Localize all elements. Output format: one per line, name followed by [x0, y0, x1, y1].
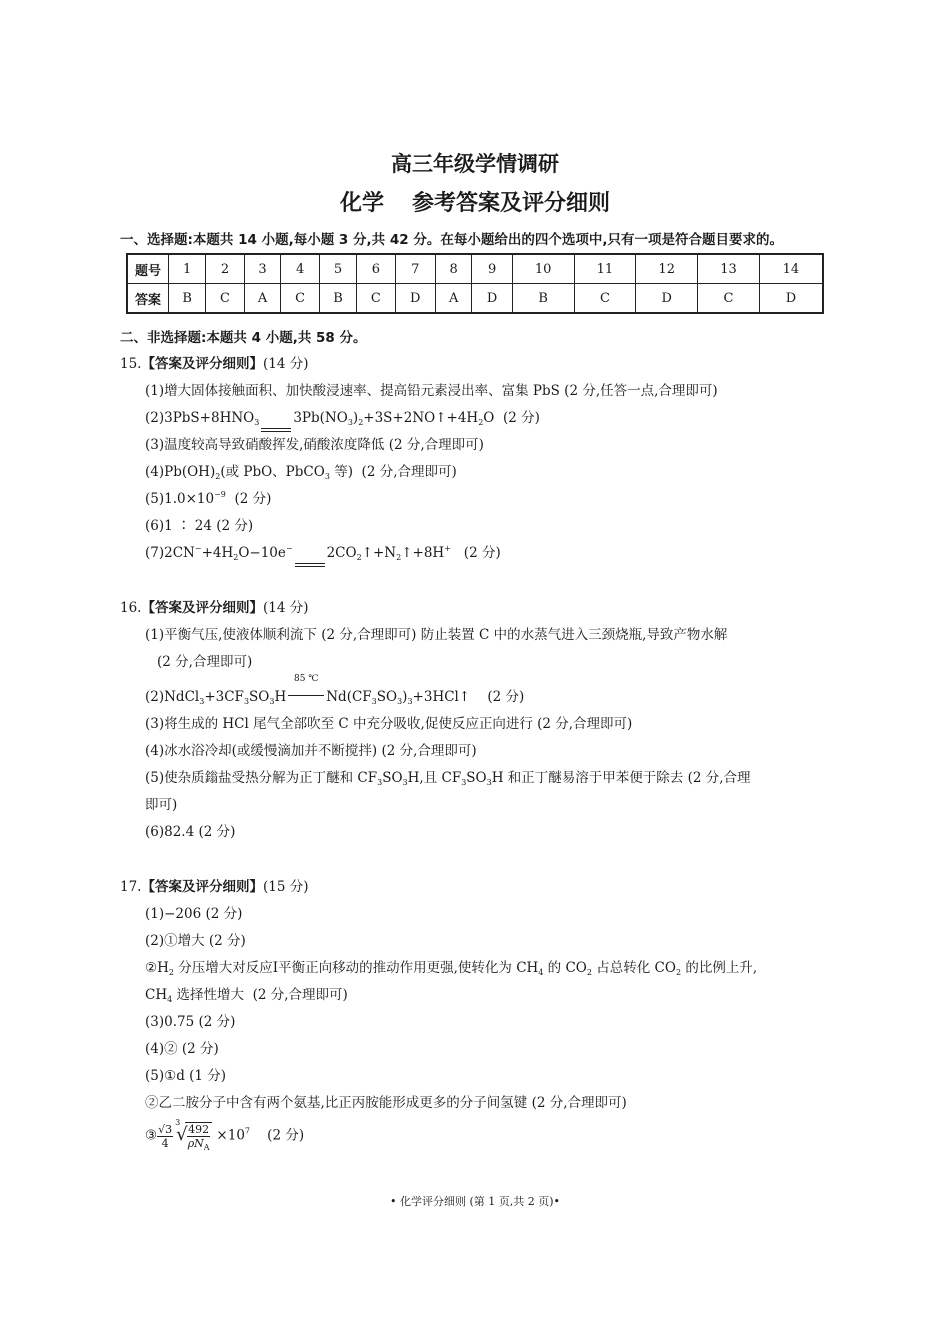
row-header-number: 题号 — [127, 254, 169, 284]
question-number-cell: 5 — [319, 254, 356, 284]
page-subtitle — [0, 186, 950, 217]
q15-heading — [120, 352, 309, 372]
answer-cell: D — [636, 284, 698, 314]
cube-root: 3 √ $\frac{492}{\rho N_A}$ — [173, 1122, 212, 1150]
q15-line-1: (1)增大固体接触面积、加快酸浸速率、提高铅元素浸出率、富集 PbS (2 分,任答一点,合理即可) — [145, 383, 718, 399]
answer-cell: B — [169, 284, 206, 314]
q15-head: 【答案及评分细则】 — [141, 356, 263, 372]
answer-cell: B — [512, 284, 574, 314]
q16-line-2: $(2)NdCl_3+3CF_3SO_3H$ 85 ℃ $Nd(CF_3SO_3)_3+3HCl↑$ (2 分) — [145, 674, 525, 706]
q17-head: 【答案及评分细则】 — [141, 879, 263, 895]
answer-cell: C — [206, 284, 245, 314]
section-2-heading: 二、非选择题:本题共 4 小题,共 58 分。 — [120, 330, 367, 346]
question-number-cell: 6 — [357, 254, 396, 284]
answer-cell: D — [759, 284, 823, 314]
q15-line-5 — [145, 487, 271, 507]
answer-key-label: 参考答案及评分细则 — [412, 191, 611, 216]
answer-cell: D — [472, 284, 512, 314]
q16-reaction-condition: 85 ℃ — [294, 674, 319, 684]
q17-line-1: (1)−206 (2 分) — [145, 906, 243, 922]
q16-line-5b: 即可) — [145, 797, 178, 813]
page-footer: • 化学评分细则 (第 1 页,共 2 页)• — [389, 1195, 561, 1208]
question-number-cell: 13 — [698, 254, 760, 284]
answer-cell: C — [574, 284, 636, 314]
q16-line-2-score: (2 分) — [487, 689, 525, 705]
q15-line-5-value: (5)1.0×10 — [145, 491, 215, 507]
answer-cell: B — [319, 284, 356, 314]
question-number-cell: 12 — [636, 254, 698, 284]
q15-line-2: $(2)3PbS+8HNO_3$ $3Pb(NO_3)_2+3S+2NO↑+4H_2O$ (2 分) — [145, 410, 540, 427]
q15-line-6: (6)1 ∶ 24 (2 分) — [145, 518, 254, 534]
q17-score: (15 分) — [262, 879, 309, 895]
q16-line-5a: (5)使杂质鎓盐受热分解为正丁醚和 $CF_3SO_3H$,且 $CF_3SO_3H$ 和正丁醚易溶于甲苯便于除去 (2 分,合理 — [145, 770, 751, 787]
q17-heading — [120, 875, 309, 895]
question-number-cell: 14 — [759, 254, 823, 284]
q15-line-3: (3)温度较高导致硝酸挥发,硝酸浓度降低 (2 分,合理即可) — [145, 437, 484, 453]
row-header-answer: 答案 — [127, 284, 169, 314]
q17-line-2b: $②H_2$ 分压增大对反应Ⅰ平衡正向移动的推动作用更强,使转化为 $CH_4$ 的 $CO_2$ 占总转化 $CO_2$ 的比例上升, — [145, 960, 758, 977]
q16-line-4: (4)冰水浴冷却(或缓慢滴加并不断搅拌) (2 分,合理即可) — [145, 743, 477, 759]
q17-line-6: ②乙二胺分子中含有两个氨基,比正丙胺能形成更多的分子间氢键 (2 分,合理即可) — [145, 1095, 627, 1111]
q15-line-4-score: (2 分,合理即可) — [361, 464, 457, 480]
q16-number: 16. — [120, 600, 142, 616]
q15-line-2-score: (2 分) — [502, 410, 540, 426]
q15-line-7-score: (2 分) — [463, 545, 501, 561]
q15-score: (14 分) — [262, 356, 309, 372]
answer-cell: A — [244, 284, 281, 314]
question-number-cell: 11 — [574, 254, 636, 284]
answer-cell: D — [395, 284, 435, 314]
q17-line-2: (2)①增大 (2 分) — [145, 933, 246, 949]
q17-line-7: ③ $\frac{√3}{4}$ 3 √ $\frac{492}{\rho N_A}$ $\times 10^7$ (2 分) — [145, 1118, 305, 1152]
q15-line-5-score: (2 分) — [234, 491, 272, 507]
question-number-cell: 8 — [435, 254, 472, 284]
q16-head: 【答案及评分细则】 — [141, 600, 263, 616]
q17-line-2c: $CH_4$ 选择性增大 (2 分,合理即可) — [145, 987, 348, 1004]
page-title: 高三年级学情调研 — [391, 152, 559, 176]
question-number-cell: 4 — [281, 254, 320, 284]
q16-score: (14 分) — [262, 600, 309, 616]
q16-line-3: (3)将生成的 HCl 尾气全部吹至 C 中充分吸收,促使反应正向进行 (2 分,合理即可) — [145, 716, 633, 732]
question-number-cell: 9 — [472, 254, 512, 284]
section-1-heading: 一、选择题:本题共 14 小题,每小题 3 分,共 42 分。在每小题给出的四个选项中,只有一项是符合题目要求的。 — [120, 232, 783, 248]
q16-line-1a: (1)平衡气压,使液体顺利流下 (2 分,合理即可) 防止装置 C 中的水蒸气进入三颈烧瓶,导致产物水解 — [145, 627, 728, 643]
question-number-cell: 1 — [169, 254, 206, 284]
q15-line-5-exponent: −9 — [214, 490, 226, 499]
q17-line-4: (4)② (2 分) — [145, 1041, 219, 1057]
q16-line-6: (6)82.4 (2 分) — [145, 824, 236, 840]
q16-line-1b: (2 分,合理即可) — [157, 654, 253, 670]
q16-heading — [120, 596, 309, 616]
question-number-cell: 2 — [206, 254, 245, 284]
q17-number: 17. — [120, 879, 142, 895]
answer-table — [126, 253, 824, 314]
answer-cell: A — [435, 284, 472, 314]
q15-number: 15. — [120, 356, 142, 372]
question-number-cell: 7 — [395, 254, 435, 284]
question-number-cell: 10 — [512, 254, 574, 284]
formula-fraction: $\frac{√3}{4}$ — [158, 1122, 173, 1150]
q17-line-7-score: (2 分) — [267, 1127, 305, 1144]
subject-label: 化学 — [339, 191, 384, 216]
answer-cell: C — [698, 284, 760, 314]
answer-row — [127, 284, 823, 314]
answer-cell: C — [281, 284, 320, 314]
q17-line-5: (5)①d (1 分) — [145, 1068, 227, 1084]
q17-line-3: (3)0.75 (2 分) — [145, 1014, 236, 1030]
q15-line-4: $(4)Pb(OH)_2$(或 PbO、PbCO$_3$ 等) (2 分,合理即可) — [145, 464, 457, 481]
q15-line-7: $(7)2CN^-+4H_2O-10e^-$ $2CO_2↑+N_2↑+8H^+$ (2 分) — [145, 544, 501, 562]
answer-cell: C — [357, 284, 396, 314]
question-number-cell: 3 — [244, 254, 281, 284]
question-number-row — [127, 254, 823, 284]
